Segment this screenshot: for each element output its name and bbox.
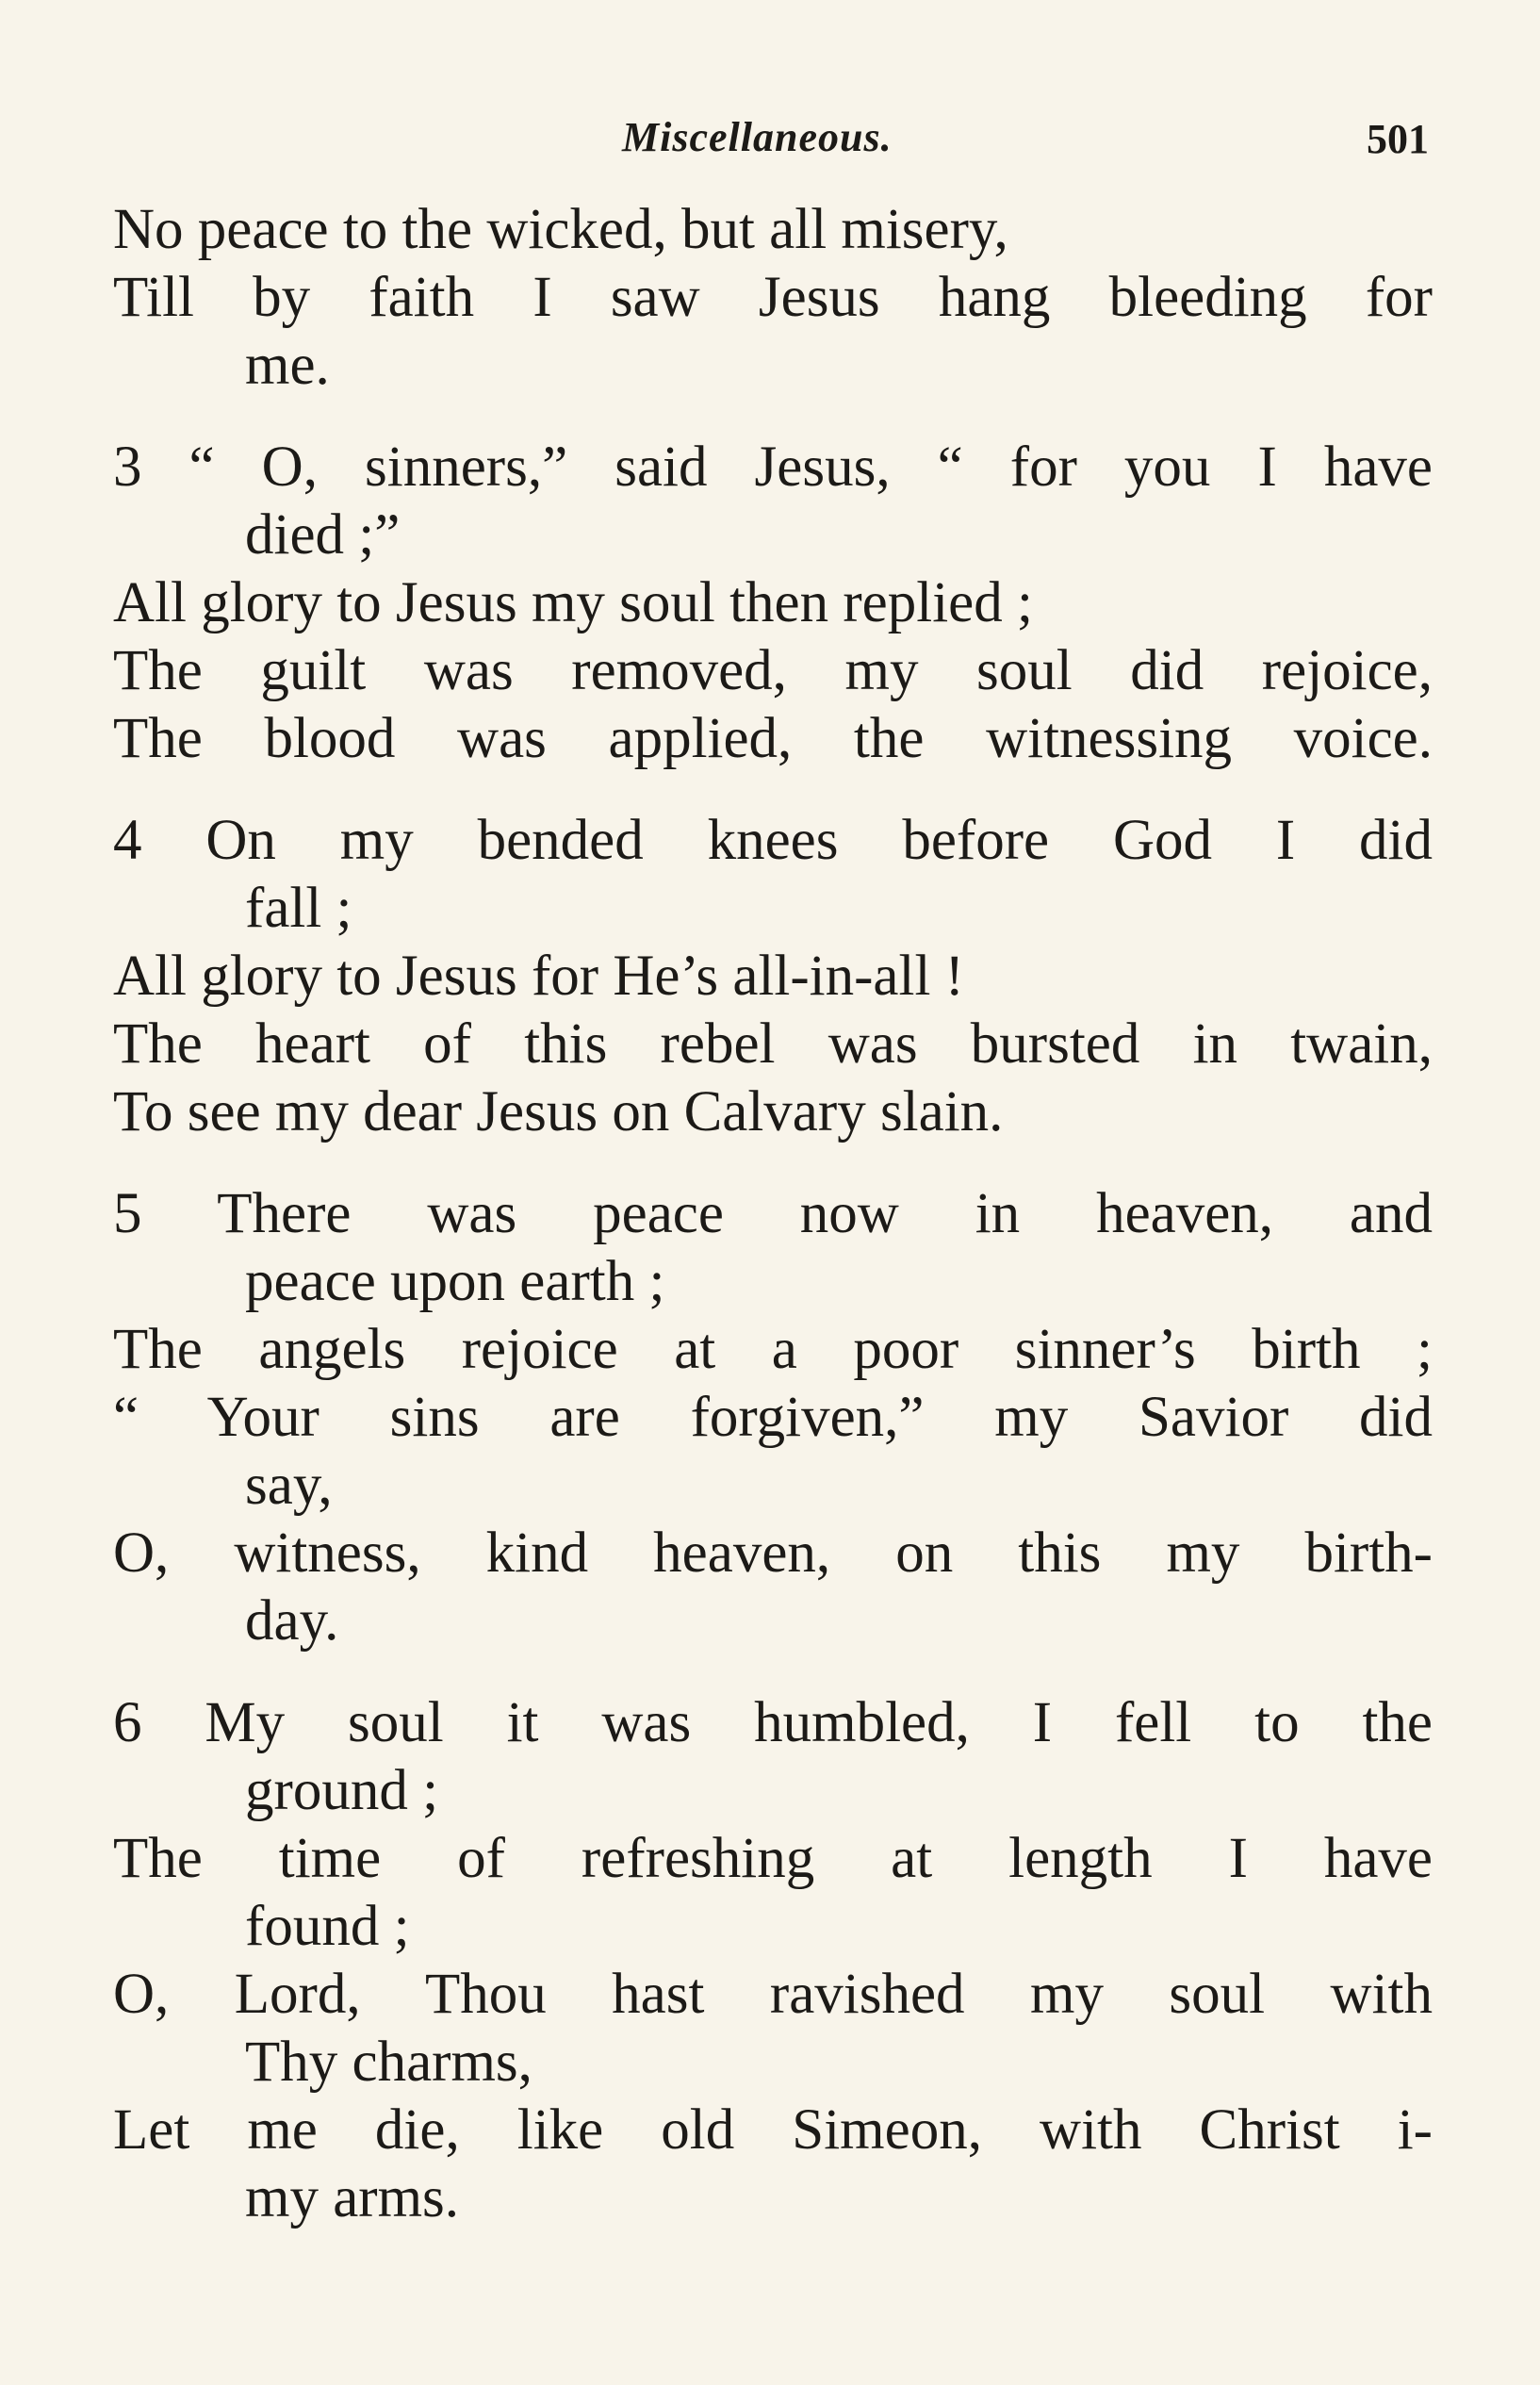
verse-line: died ;”	[245, 503, 401, 567]
verse-line: fall ;	[245, 877, 352, 940]
verse-line: To see my dear Jesus on Calvary slain.	[113, 1080, 1004, 1143]
stanza-continuation	[113, 196, 1433, 400]
verse-line: 3 “ O, sinners,” said Jesus, “ for you I have	[113, 436, 1433, 499]
stanza-6	[113, 1689, 1433, 2232]
verse-line: The blood was applied, the witnessing voice.	[113, 707, 1433, 770]
verse-line: O, witness, kind heaven, on this my birth-	[113, 1521, 1433, 1585]
section-title: Miscellaneous.	[622, 114, 893, 160]
verse-line: “ Your sins are forgiven,” my Savior did	[113, 1386, 1433, 1449]
verse-line: All glory to Jesus for He’s all-in-all !	[113, 945, 964, 1008]
stanza-4	[113, 807, 1433, 1146]
verse-line: 4 On my bended knees before God I did	[113, 809, 1433, 872]
verse-line: day.	[245, 1589, 339, 1653]
verse-line: Till by faith I saw Jesus hang bleeding for	[113, 266, 1433, 329]
verse-line: The angels rejoice at a poor sinner’s birth ;	[113, 1318, 1433, 1381]
stanza-5	[113, 1180, 1433, 1655]
verse-line: found ;	[245, 1895, 410, 1958]
verse-line: me.	[245, 334, 330, 397]
hymn-text	[113, 196, 1433, 2232]
verse-line: ground ;	[245, 1759, 439, 1822]
verse-line: peace upon earth ;	[245, 1250, 665, 1313]
verse-line: O, Lord, Thou hast ravished my soul with	[113, 1963, 1433, 2026]
verse-line: my arms.	[245, 2166, 460, 2229]
verse-line: All glory to Jesus my soul then replied ;	[113, 571, 1033, 634]
verse-line: Let me die, like old Simeon, with Christ i-	[113, 2098, 1433, 2162]
verse-line: 6 My soul it was humbled, I fell to the	[113, 1691, 1433, 1754]
verse-line: The heart of this rebel was bursted in twain,	[113, 1012, 1433, 1076]
running-header	[0, 113, 1540, 170]
stanza-3	[113, 434, 1433, 773]
verse-line: No peace to the wicked, but all misery,	[113, 198, 1008, 261]
verse-line: say,	[245, 1454, 333, 1517]
verse-line: Thy charms,	[245, 2031, 532, 2094]
verse-line: The time of refreshing at length I have	[113, 1827, 1433, 1890]
verse-line: The guilt was removed, my soul did rejoice,	[113, 639, 1433, 702]
verse-line: 5 There was peace now in heaven, and	[113, 1182, 1433, 1245]
page-number: 501	[1367, 116, 1429, 162]
